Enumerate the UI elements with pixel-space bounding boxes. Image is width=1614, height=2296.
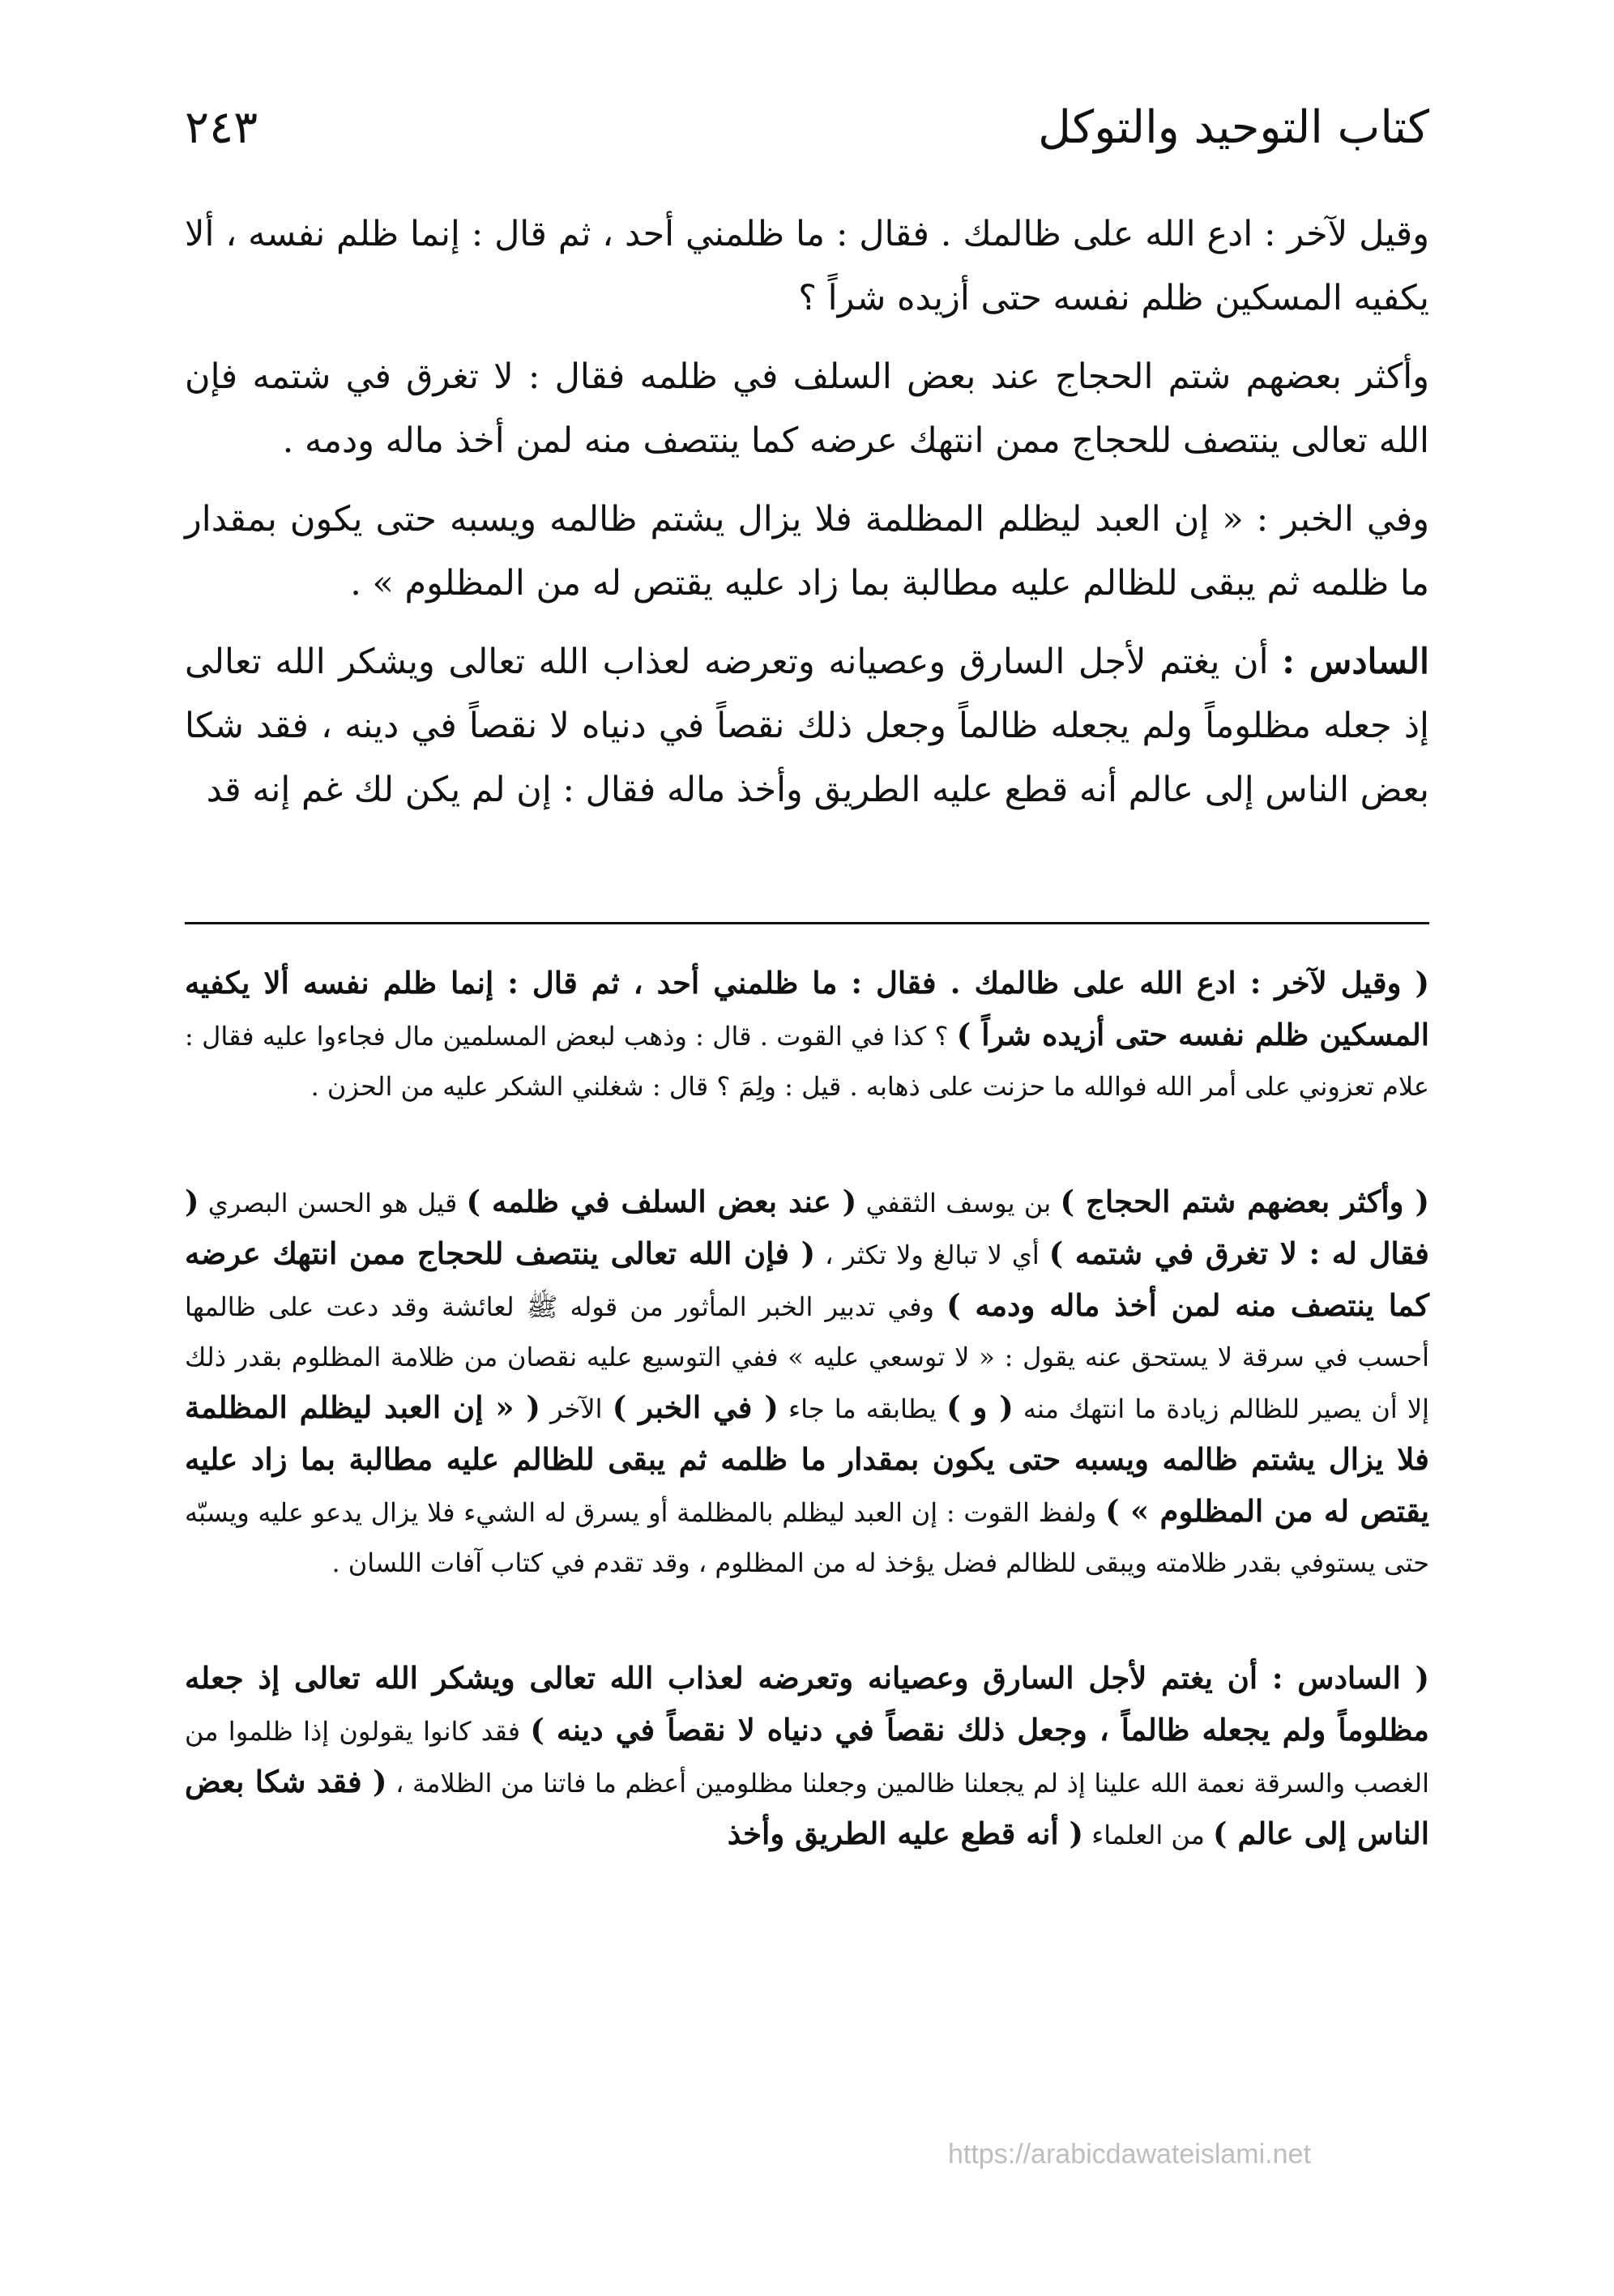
commentary-text: فقد كانوا يقولون إذا ظلموا من الغصب والسرقة نعمة الله علينا إذ لم يجعلنا ظالمين وجعلنا مظلومين أعظم ما فاتنا من الظلامة ، <box>185 1716 1429 1799</box>
running-head <box>185 96 1429 169</box>
commentary-paragraph <box>185 1176 1429 1588</box>
commentary-text: بن يوسف الثقفي <box>856 1188 1061 1218</box>
commentary-paragraph <box>185 958 1429 1112</box>
quoted-matn: ( السادس : أن يغتم لأجل السارق وعصيانه وتعرضه لعذاب الله تعالى ويشكر الله تعالى إذ جعله مظلوماً ولم يجعله ظالماً ، وجعل ذلك نقصاً في دنياه لا نقصاً في دينه ) <box>185 1660 1430 1748</box>
quoted-matn: ( فقال له : لا تغرق في شتمه ) <box>185 1184 1429 1271</box>
commentary-text: أي لا تبالغ ولا تكثر ، <box>815 1240 1049 1270</box>
book-title: كتاب التوحيد والتوكل <box>1038 101 1429 154</box>
commentary-text: يطابقه ما جاء <box>778 1393 947 1424</box>
commentary-text: الآخر <box>540 1393 613 1424</box>
watermark-url: https://arabicdawateislami.net <box>948 2139 1311 2170</box>
main-paragraph: وفي الخبر : « إن العبد ليظلم المظلمة فلا يزال يشتم ظالمه ويسبه حتى يكون بمقدار ما ظلمه ثم يبقى للظالم عليه مطالبة بما زاد عليه يقتص له من المظلوم » . <box>185 499 1429 604</box>
commentary <box>185 958 1429 1860</box>
quoted-matn: ( وقيل لآخر : ادع الله على ظالمك . فقال : ما ظلمني أحد ، ثم قال : إنما ظلم نفسه ألا يكفيه المسكين ظلم نفسه حتى أزيده شراً ) <box>185 965 1430 1052</box>
commentary-text: من العلماء <box>1083 1820 1214 1850</box>
quoted-matn: ( « إن العبد ليظلم المظلمة فلا يزال يشتم ظالمه ويسبه حتى يكون بمقدار ما ظلمه ثم يبقى للظالم عليه مطالبة بما زاد عليه يقتص له من المظلوم » ) <box>185 1389 1429 1529</box>
main-paragraph: وأكثر بعضهم شتم الحجاج عند بعض السلف في ظلمه فقال : لا تغرق في شتمه فإن الله تعالى ينتصف للحجاج ممن انتهك عرضه كما ينتصف منه لمن أخذ ماله ودمه . <box>185 356 1429 461</box>
main-text <box>185 203 1429 837</box>
commentary-text: قيل هو الحسن البصري <box>199 1188 467 1218</box>
quoted-matn: ( وأكثر بعضهم شتم الحجاج ) <box>1060 1184 1430 1219</box>
main-paragraph-text: أن يغتم لأجل السارق وعصيانه وتعرضه لعذاب الله تعالى ويشكر الله تعالى إذ جعله مظلوماً ولم يجعله ظالماً وجعل ذلك نقصاً في دنياه لا نقصاً في دينه ، فقد شكا بعض الناس إلى عالم أنه قطع عليه الطريق وأخذ ماله فقال : إن لم يكن لك غم إنه قد <box>185 642 1429 810</box>
footnote-separator <box>185 922 1429 924</box>
commentary-text: وفي تدبير الخبر المأثور من قوله ﷺ لعائشة وقد دعت على ظالمها أحسب في سرقة لا يستحق عنه يقول : « لا توسعي عليه » ففي التوسيع عليه نقصان من ظلامة المظلوم بقدر ذلك إلا أن يصير للظالم زيادة ما انتهك منه <box>185 1291 1430 1424</box>
quoted-matn: ( فقد شكا بعض الناس إلى عالم ) <box>185 1764 1429 1851</box>
main-paragraph <box>185 630 1429 822</box>
quoted-matn: ( أنه قطع عليه الطريق وأخذ <box>727 1816 1084 1851</box>
commentary-text: ولفظ القوت : إن العبد ليظلم بالمظلمة أو يسرق له الشيء فلا يزال يدعو عليه ويسبّه حتى يستوفي بقدر ظلامته ويبقى للظالم فضل يؤخذ له من المظلوم ، وقد تقدم في كتاب آفات اللسان . <box>185 1497 1429 1578</box>
quoted-matn: ( فإن الله تعالى ينتصف للحجاج ممن انتهك عرضه كما ينتصف منه لمن أخذ ماله ودمه ) <box>185 1235 1430 1323</box>
quoted-matn: ( في الخبر ) <box>612 1389 779 1425</box>
commentary-paragraph <box>185 1653 1429 1860</box>
quoted-matn: ( و ) <box>946 1389 1014 1425</box>
quoted-matn: ( عند بعض السلف في ظلمه ) <box>466 1184 857 1219</box>
page-number: ٢٤٣ <box>185 101 258 154</box>
commentary-text: ؟ كذا في القوت . قال : وذهب لبعض المسلمين مال فجاءوا عليه فقال : علام تعزوني على أمر الله فوالله ما حزنت على ذهابه . قيل : ولِمَ ؟ قال : شغلني الشكر عليه من الحزن . <box>185 1021 1429 1102</box>
main-paragraph: وقيل لآخر : ادع الله على ظالمك . فقال : ما ظلمني أحد ، ثم قال : إنما ظلم نفسه ، ألا يكفيه المسكين ظلم نفسه حتى أزيده شراً ؟ <box>185 214 1429 318</box>
section-lead: السادس : <box>1282 642 1429 682</box>
